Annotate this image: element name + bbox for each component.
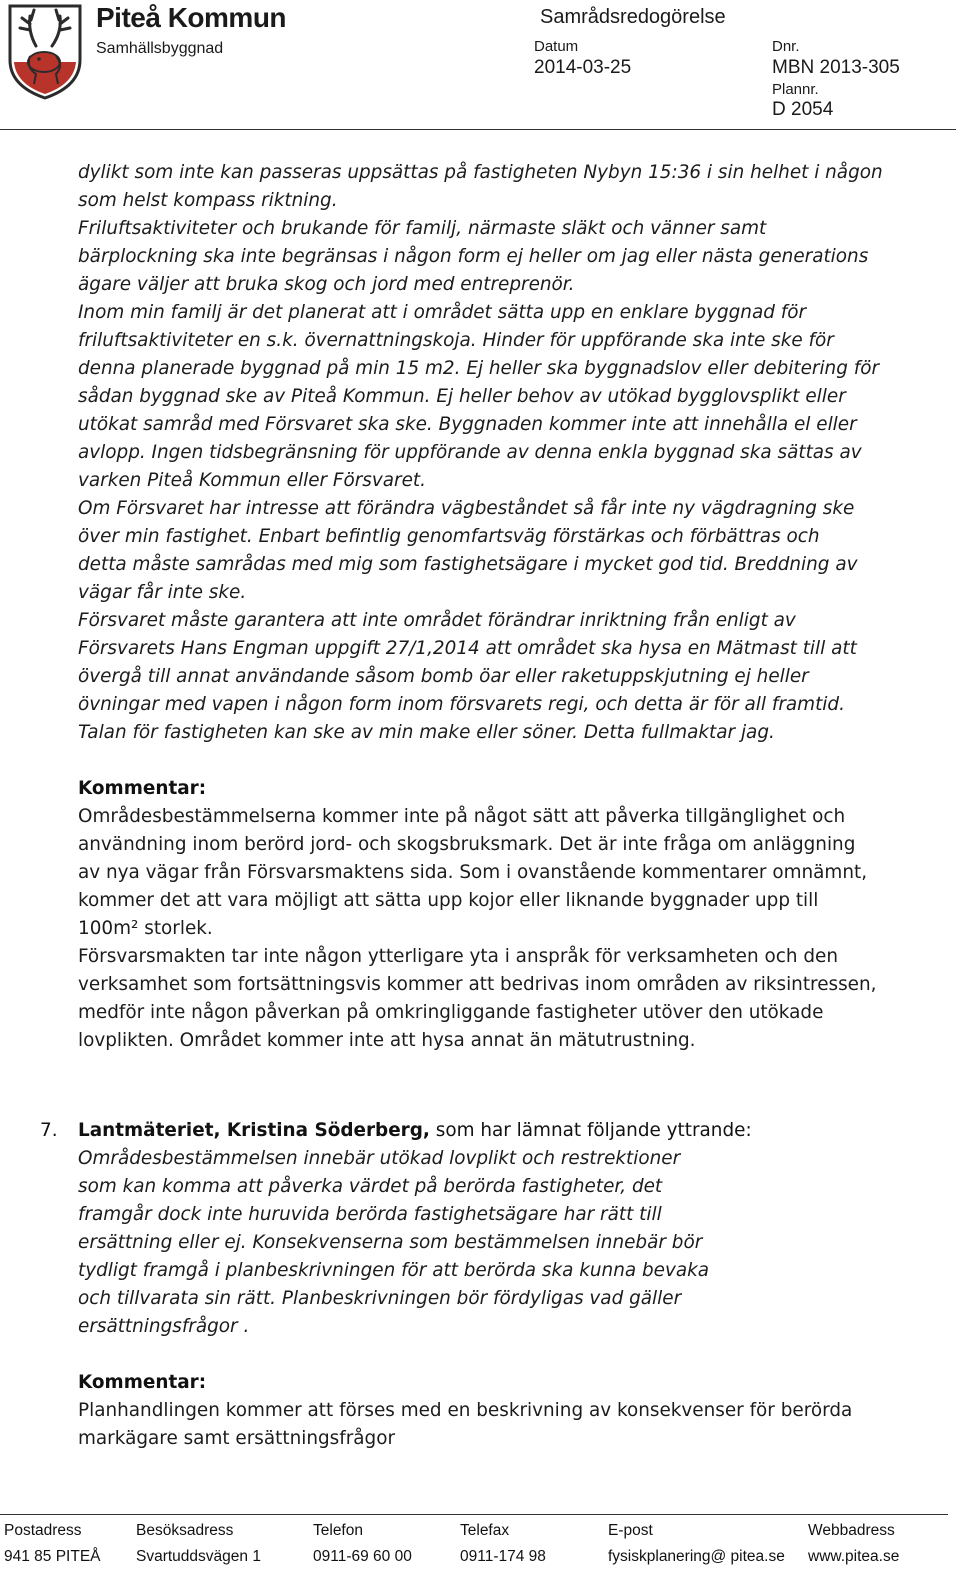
page-header bbox=[0, 0, 960, 130]
footer-value: 941 85 PITEÅ bbox=[4, 1548, 101, 1565]
item-statement: Områdesbestämmelsen innebär utökad lovplikt och restrektioner som kan komma att påverka värdet på berörda fastigheter, det framgår dock inte huruvida berörda fastighetsägare har rätt till ersättning eller ej. Konsekvenserna som bestämmelsen innebär bör tydligt framgå i planbeskrivningen för att berörda ska kunna bevaka och tillvarata sin rätt. Planbeskrivningen bör fördyligas vad gäller ersättningsfrågor . bbox=[78, 1148, 710, 1337]
dnr-value: MBN 2013-305 bbox=[772, 57, 900, 78]
document-body bbox=[40, 159, 953, 1453]
comment-paragraph: Områdesbestämmelserna kommer inte på något sätt att påverka tillgänglighet och användning inom berörd jord- och skogsbruksmark. Det är inte fråga om anläggning av nya vägar från Försvarsmaktens sida. Som i ovanstående kommentarer omnämnt, kommer det att vara möjligt att sätta upp kojor eller liknande byggnader upp till 100m² storlek. bbox=[78, 806, 868, 939]
footer-fax bbox=[460, 1520, 546, 1568]
footer-label: Postadress bbox=[4, 1522, 82, 1539]
footer-phone bbox=[313, 1520, 412, 1568]
item-respondent: Lantmäteriet, Kristina Söderberg, bbox=[78, 1120, 430, 1141]
organization-department: Samhällsbyggnad bbox=[96, 40, 224, 57]
paragraph: dylikt som inte kan passeras uppsättas på fastigheten Nybyn 15:36 i sin helhet i någon som helst kompass riktning. bbox=[78, 162, 883, 211]
footer-label: E-post bbox=[608, 1522, 653, 1539]
footer-label: Besöksadress bbox=[136, 1522, 234, 1539]
comment-paragraph: Planhandlingen kommer att förses med en beskrivning av konsekvenser för berörda markägare samt ersättningsfrågor bbox=[78, 1400, 853, 1449]
organization-name: Piteå Kommun bbox=[96, 2, 287, 33]
date-label: Datum bbox=[534, 38, 579, 55]
footer-website bbox=[808, 1520, 899, 1568]
plannr-value: D 2054 bbox=[772, 99, 834, 120]
footer-email bbox=[608, 1520, 785, 1568]
item-number: 7. bbox=[40, 1120, 58, 1141]
page-footer bbox=[0, 1520, 960, 1580]
numbered-item-7 bbox=[40, 1117, 953, 1341]
footer-label: Telefon bbox=[313, 1522, 363, 1539]
footer-value: Svartuddsvägen 1 bbox=[136, 1548, 261, 1565]
paragraph: Inom min familj är det planerat att i området sätta upp en enklare byggnad för friluftsaktiviteter en s.k. övernattningskoja. Hinder för uppförande ska inte ske för denna planerade byggnad på min 15 m2. Ej heller ska byggnadslov eller debitering för sådan byggnad ske av Piteå Kommun. Ej heller behov av utökad bygglovsplikt eller utökat samråd med Försvaret ska ske. Byggnaden kommer inte att innehålla el eller avlopp. Ingen tidsbegränsning för uppförande av denna enkla byggnad ska sättas av varken Piteå Kommun eller Försvaret. bbox=[78, 302, 880, 491]
dnr-label: Dnr. bbox=[772, 38, 800, 55]
footer-email-link[interactable]: fysiskplanering@ pitea.se bbox=[608, 1548, 785, 1565]
pitea-coat-of-arms-logo bbox=[6, 2, 84, 100]
footer-label: Telefax bbox=[460, 1522, 510, 1539]
paragraph: Försvaret måste garantera att inte området förändrar inriktning från enligt av Försvarets Hans Engman uppgift 27/1,2014 att området ska hysa en Mätmast till att övergå till annat användande såsom bomb öar eller raketuppskjutning ej heller övningar med vapen i någon form inom försvarets regi, och detta är för all framtid. Talan för fastigheten kan ske av min make eller söner. Detta fullmaktar jag. bbox=[78, 610, 857, 743]
item-lead-rest: som har lämnat följande yttrande: bbox=[429, 1120, 752, 1141]
paragraph: Om Försvaret har intresse att förändra vägbeståndet så får inte ny vägdragning ske över min fastighet. Enbart befintlig genomfartsväg förstärkas och förbättras och detta måste samrådas med mig som fastighetsägare i mycket god tid. Breddning av vägar får inte ske. bbox=[78, 498, 858, 603]
paragraph: Friluftsaktiviteter och brukande för familj, närmaste släkt och vänner samt bärplockning ska inte begränsas i någon form ej heller om jag eller nästa generations ägare väljer att bruka skog och jord med entreprenör. bbox=[78, 218, 869, 295]
footer-visit-address bbox=[136, 1520, 261, 1568]
comment-heading: Kommentar: bbox=[78, 778, 207, 799]
comment-heading: Kommentar: bbox=[78, 1372, 207, 1393]
footer-divider bbox=[0, 1514, 948, 1515]
footer-value: 0911-69 60 00 bbox=[313, 1548, 412, 1565]
document-type: Samrådsredogörelse bbox=[540, 6, 726, 28]
footer-website-link[interactable]: www.pitea.se bbox=[808, 1548, 900, 1565]
footer-value: 0911-174 98 bbox=[460, 1548, 546, 1565]
footer-label: Webbadress bbox=[808, 1522, 895, 1539]
date-value: 2014-03-25 bbox=[534, 57, 632, 78]
item-lead bbox=[78, 1117, 953, 1145]
comment-paragraph: Försvarsmakten tar inte någon ytterligare yta i anspråk för verksamheten och den verksamhet som fortsättningsvis kommer att bedrivas inom områden av riksintressen, medför inte någon påverkan på omkringliggande fastigheter utöver den utökade lovplikten. Området kommer inte att hysa annat än mätutrustning. bbox=[78, 946, 877, 1051]
plannr-label: Plannr. bbox=[772, 81, 819, 98]
footer-postal-address bbox=[4, 1520, 101, 1568]
header-divider bbox=[0, 129, 956, 130]
